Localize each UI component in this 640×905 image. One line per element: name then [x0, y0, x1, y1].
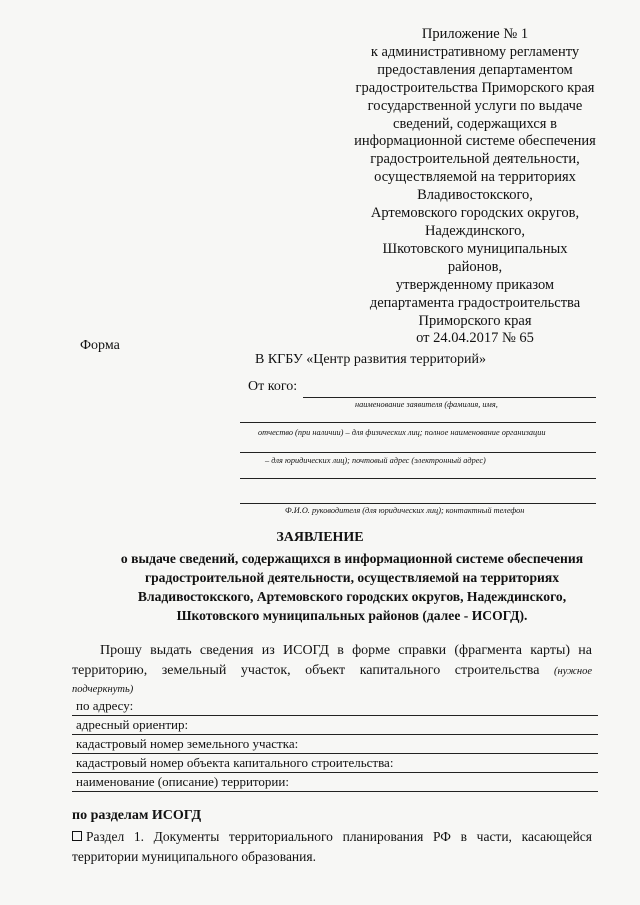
request-line-2-text: территорию, земельный участок, объект капитального строительства — [72, 663, 540, 678]
appendix-line: информационной системе обеспечения — [354, 133, 596, 150]
subtitle-line: Шкотовского муниципальных районов (далее - ИСОГД). — [176, 608, 528, 623]
applicant-line-2[interactable] — [240, 422, 596, 423]
request-note-a: (нужное — [554, 666, 592, 677]
cadastral-object-field[interactable] — [72, 753, 598, 773]
appendix-line: Приморского края — [418, 312, 532, 329]
appendix-line: Артемовского городских округов, — [370, 205, 580, 222]
subtitle-line: градостроительной деятельности, осуществляемой на территориях — [144, 570, 560, 585]
appendix-line: департамента градостроительства — [369, 294, 581, 311]
sections-heading: по разделам ИСОГД — [72, 808, 202, 823]
appendix-line: Приложение № 1 — [421, 26, 529, 42]
appendix-line: Надеждинского, — [424, 222, 526, 239]
applicant-line-4[interactable] — [240, 478, 596, 479]
landmark-label: адресный ориентир: — [76, 717, 189, 732]
appendix-line: утвержденному приказом — [395, 276, 555, 293]
hint-applicant-name: наименование заявителя (фамилия, имя, — [355, 400, 498, 409]
request-line-1: Прошу выдать сведения из ИСОГД в форме справки (фрагмента карты) на — [100, 643, 592, 658]
address-field[interactable] — [72, 696, 598, 716]
applicant-line-1[interactable] — [303, 397, 596, 398]
section-1-checkbox[interactable] — [72, 831, 82, 841]
subtitle-line: Владивостокского, Артемовского городских округов, Надеждинского, — [137, 589, 567, 604]
appendix-line: от 24.04.2017 № 65 — [416, 330, 534, 347]
section-1-text: Раздел 1. Документы территориального планирования РФ в части, касающейся — [86, 829, 592, 844]
cadastral-object-label: кадастровый номер объекта капитального строительства: — [76, 755, 394, 770]
appendix-line: предоставления департаментом — [377, 61, 573, 78]
request-note-b: подчеркнуть) — [72, 684, 134, 695]
request-paragraph — [72, 641, 592, 698]
appendix-line: осуществляемой на территориях — [374, 169, 576, 186]
appendix-line: Шкотовского муниципальных — [382, 240, 568, 257]
cadastral-land-field[interactable] — [72, 734, 598, 754]
appendix-line: градостроительной деятельности, — [370, 151, 580, 168]
document-subtitle — [88, 549, 616, 625]
from-label: От кого: — [248, 379, 298, 394]
appendix-line: к административному регламенту — [370, 43, 580, 60]
appendix-line: сведений, содержащихся в — [393, 115, 557, 132]
hint-applicant-address: – для юридических лиц); почтовый адрес (электронный адрес) — [265, 456, 486, 465]
form-label: Форма — [80, 338, 120, 353]
subtitle-line: о выдаче сведений, содержащихся в информационной системе обеспечения — [120, 551, 584, 566]
request-line-2 — [72, 661, 592, 682]
territory-name-field[interactable] — [72, 772, 598, 792]
addressee: В КГБУ «Центр развития территорий» — [255, 352, 486, 367]
section-1-line-1 — [72, 827, 592, 847]
appendix-line: Владивостокского, — [417, 187, 533, 204]
appendix-block — [330, 26, 620, 348]
document-title: ЗАЯВЛЕНИЕ — [276, 530, 364, 545]
applicant-line-5[interactable] — [240, 503, 596, 504]
hint-director-phone: Ф.И.О. руководителя (для юридических лиц); контактный телефон — [285, 506, 525, 515]
section-1-line-2: территории муниципального образования. — [72, 849, 316, 864]
territory-name-label: наименование (описание) территории: — [76, 774, 289, 789]
hint-applicant-patronymic: отчество (при наличии) – для физических лиц; полное наименование организации — [258, 428, 546, 437]
applicant-line-3[interactable] — [240, 452, 596, 453]
landmark-field[interactable] — [72, 715, 598, 735]
appendix-line: градостроительства Приморского края — [355, 79, 595, 96]
address-label: по адресу: — [76, 698, 134, 713]
appendix-line: районов, — [447, 258, 503, 275]
cadastral-land-label: кадастровый номер земельного участка: — [76, 736, 299, 751]
section-1-option — [72, 827, 592, 867]
appendix-line: государственной услуги по выдаче — [367, 97, 583, 114]
